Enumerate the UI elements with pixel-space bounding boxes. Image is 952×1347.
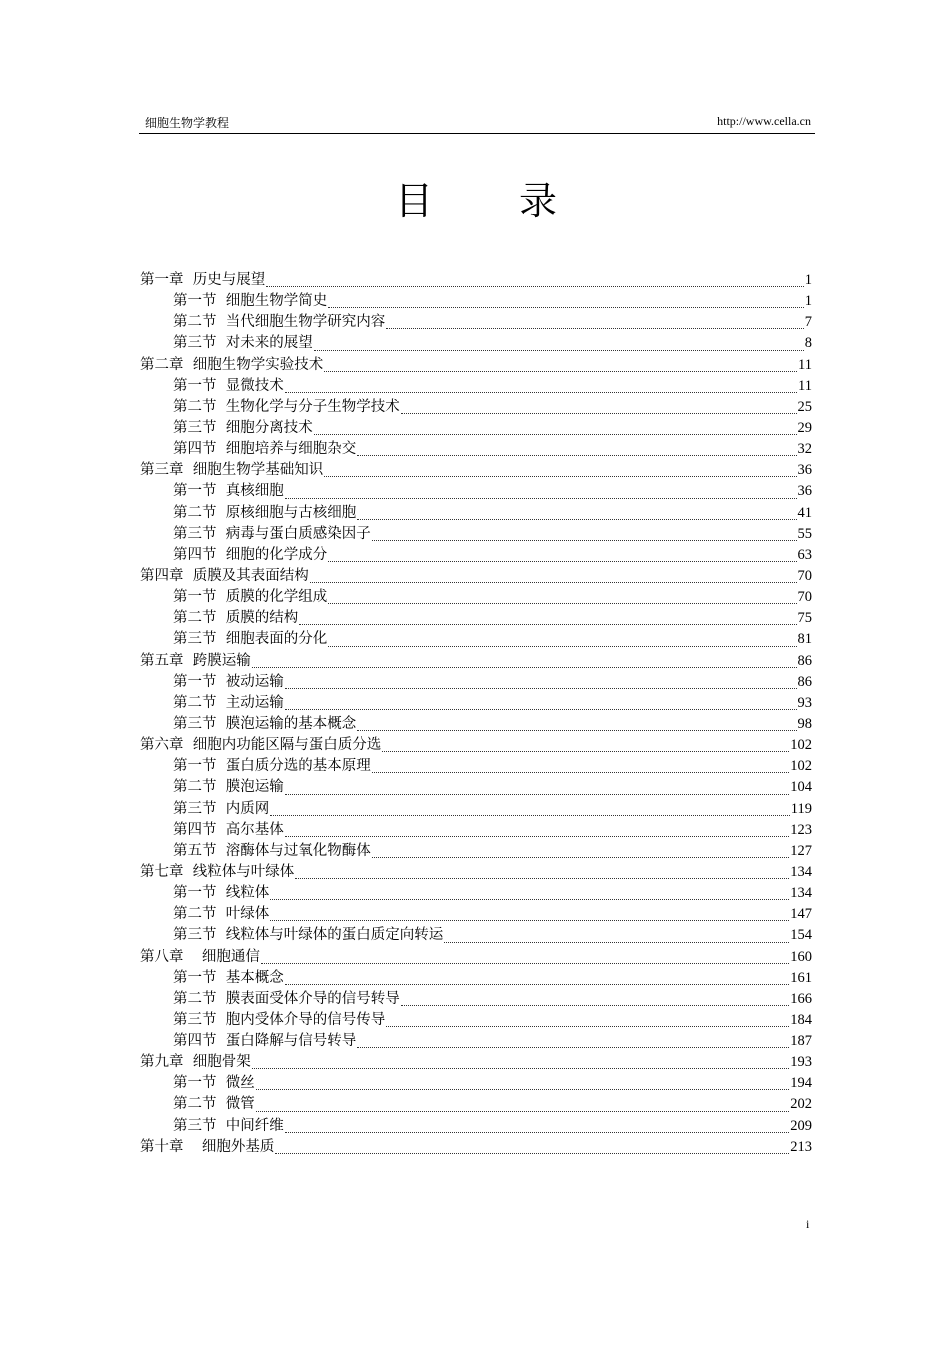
toc-entry-label: 第一节 蛋白质分选的基本原理 — [173, 758, 371, 775]
toc-dot-leader — [285, 687, 797, 689]
toc-dot-leader — [314, 349, 804, 351]
toc-section-entry[interactable] — [140, 925, 812, 946]
toc-dot-leader — [285, 708, 797, 710]
toc-section-entry[interactable] — [140, 1116, 812, 1137]
toc-entry-label: 第二节 膜泡运输 — [173, 779, 284, 796]
page-number: i — [806, 1217, 810, 1231]
toc-entry-label: 第二节 当代细胞生物学研究内容 — [173, 314, 386, 331]
toc-entry-page: 154 — [790, 927, 812, 944]
toc-entry-label: 第三节 病毒与蛋白质感染因子 — [173, 525, 371, 542]
toc-dot-leader — [299, 623, 796, 625]
toc-chapter-entry[interactable] — [140, 651, 812, 672]
toc-chapter-entry[interactable] — [140, 460, 812, 481]
toc-entry-label: 第一节 细胞生物学简史 — [173, 293, 328, 310]
toc-dot-leader — [357, 729, 796, 731]
toc-entry-label: 第五章 跨膜运输 — [140, 652, 251, 669]
toc-dot-leader — [261, 962, 789, 964]
toc-entry-label: 第九章 细胞骨架 — [140, 1054, 251, 1071]
toc-dot-leader — [314, 433, 797, 435]
toc-section-entry[interactable] — [140, 799, 812, 820]
toc-section-entry[interactable] — [140, 904, 812, 925]
toc-entry-label: 第三节 细胞分离技术 — [173, 419, 313, 436]
toc-entry-label: 第五节 溶酶体与过氧化物酶体 — [173, 842, 371, 859]
toc-entry-page: 1 — [804, 293, 812, 310]
toc-section-entry[interactable] — [140, 693, 812, 714]
toc-section-entry[interactable] — [140, 989, 812, 1010]
toc-entry-page: 36 — [797, 483, 812, 500]
toc-section-entry[interactable] — [140, 1094, 812, 1115]
toc-chapter-entry[interactable] — [140, 1052, 812, 1073]
toc-entry-page: 36 — [797, 462, 812, 479]
toc-entry-page: 11 — [798, 377, 812, 394]
page-header — [139, 112, 815, 134]
toc-entry-label: 第二节 原核细胞与古核细胞 — [173, 504, 357, 521]
toc-dot-leader — [285, 983, 790, 985]
toc-entry-label: 第一节 质膜的化学组成 — [173, 589, 328, 606]
toc-entry-page: 187 — [790, 1033, 812, 1050]
toc-section-entry[interactable] — [140, 333, 812, 354]
toc-entry-page: 55 — [797, 525, 812, 542]
toc-entry-label: 第三节 中间纤维 — [173, 1117, 284, 1134]
toc-section-entry[interactable] — [140, 291, 812, 312]
toc-entry-page: 213 — [790, 1138, 812, 1155]
toc-section-entry[interactable] — [140, 629, 812, 650]
toc-dot-leader — [382, 750, 789, 752]
toc-section-entry[interactable] — [140, 439, 812, 460]
toc-chapter-entry[interactable] — [140, 355, 812, 376]
toc-entry-page: 161 — [790, 969, 812, 986]
toc-chapter-entry[interactable] — [140, 735, 812, 756]
toc-entry-label: 第一章 历史与展望 — [140, 272, 266, 288]
toc-chapter-entry[interactable] — [140, 270, 812, 291]
toc-dot-leader — [328, 306, 804, 308]
toc-entry-page: 81 — [797, 631, 812, 648]
toc-dot-leader — [401, 412, 797, 414]
toc-entry-page: 104 — [790, 779, 812, 796]
table-of-contents — [140, 270, 812, 1158]
toc-section-entry[interactable] — [140, 968, 812, 989]
toc-entry-label: 第三节 胞内受体介导的信号传导 — [173, 1011, 386, 1028]
toc-entry-label: 第四章 质膜及其表面结构 — [140, 567, 309, 584]
toc-dot-leader — [270, 919, 789, 921]
toc-entry-label: 第一节 真核细胞 — [173, 483, 284, 500]
toc-dot-leader — [386, 327, 804, 329]
toc-chapter-entry[interactable] — [140, 1137, 812, 1158]
toc-section-entry[interactable] — [140, 1073, 812, 1094]
toc-entry-label: 第三节 内质网 — [173, 800, 270, 817]
toc-entry-page: 86 — [797, 652, 812, 669]
website-url[interactable]: http://www.cella.cn — [717, 114, 811, 128]
toc-entry-label: 第三节 膜泡运输的基本概念 — [173, 715, 357, 732]
toc-dot-leader — [285, 497, 797, 499]
toc-section-entry[interactable] — [140, 714, 812, 735]
toc-entry-page: 134 — [790, 863, 812, 880]
toc-entry-label: 第十章 细胞外基质 — [140, 1138, 275, 1155]
toc-dot-leader — [328, 645, 796, 647]
toc-entry-page: 202 — [790, 1096, 812, 1113]
toc-dot-leader — [372, 771, 790, 773]
toc-entry-label: 第三节 对未来的展望 — [173, 335, 313, 352]
toc-dot-leader — [256, 1110, 790, 1112]
toc-dot-leader — [256, 1088, 790, 1090]
toc-entry-page: 166 — [790, 990, 812, 1007]
toc-entry-label: 第二章 细胞生物学实验技术 — [140, 356, 324, 373]
toc-entry-label: 第七章 线粒体与叶绿体 — [140, 863, 295, 880]
toc-chapter-entry[interactable] — [140, 566, 812, 587]
toc-section-entry[interactable] — [140, 841, 812, 862]
toc-entry-label: 第二节 主动运输 — [173, 694, 284, 711]
toc-section-entry[interactable] — [140, 672, 812, 693]
toc-dot-leader — [357, 1046, 789, 1048]
toc-entry-label: 第四节 细胞的化学成分 — [173, 546, 328, 563]
toc-section-entry[interactable] — [140, 608, 812, 629]
toc-dot-leader — [275, 1152, 789, 1154]
toc-entry-page: 134 — [790, 885, 812, 902]
toc-entry-page: 8 — [804, 335, 812, 352]
title-char-2: 录 — [519, 179, 558, 223]
toc-dot-leader — [372, 539, 797, 541]
toc-dot-leader — [285, 1131, 790, 1133]
toc-entry-label: 第三节 细胞表面的分化 — [173, 631, 328, 648]
toc-entry-page: 160 — [790, 948, 812, 965]
toc-entry-page: 41 — [797, 504, 812, 521]
toc-entry-page: 32 — [797, 441, 812, 458]
book-title: 细胞生物学教程 — [145, 116, 230, 130]
toc-dot-leader — [372, 856, 790, 858]
toc-entry-label: 第一节 显微技术 — [173, 377, 284, 394]
toc-entry-label: 第三章 细胞生物学基础知识 — [140, 462, 324, 479]
page-title — [0, 170, 952, 225]
toc-section-entry[interactable] — [140, 883, 812, 904]
toc-section-entry[interactable] — [140, 545, 812, 566]
toc-chapter-entry[interactable] — [140, 862, 812, 883]
toc-entry-label: 第八章 细胞通信 — [140, 948, 260, 965]
toc-dot-leader — [401, 1004, 790, 1006]
toc-entry-label: 第三节 线粒体与叶绿体的蛋白质定向转运 — [173, 927, 444, 944]
toc-entry-page: 1 — [804, 272, 812, 288]
toc-entry-label: 第二节 微管 — [173, 1096, 255, 1113]
toc-entry-page: 102 — [790, 737, 812, 754]
toc-entry-page: 119 — [790, 800, 812, 817]
toc-section-entry[interactable] — [140, 503, 812, 524]
toc-dot-leader — [270, 814, 790, 816]
toc-dot-leader — [252, 666, 797, 668]
toc-dot-leader — [285, 835, 790, 837]
toc-entry-label: 第一节 基本概念 — [173, 969, 284, 986]
toc-dot-leader — [386, 1025, 789, 1027]
toc-entry-page: 86 — [797, 673, 812, 690]
toc-entry-page: 193 — [790, 1054, 812, 1071]
toc-entry-label: 第一节 微丝 — [173, 1075, 255, 1092]
toc-dot-leader — [295, 877, 789, 879]
toc-entry-label: 第四节 细胞培养与细胞杂交 — [173, 441, 357, 458]
toc-dot-leader — [270, 898, 789, 900]
toc-entry-page: 194 — [790, 1075, 812, 1092]
toc-section-entry[interactable] — [140, 777, 812, 798]
toc-section-entry[interactable] — [140, 587, 812, 608]
toc-entry-label: 第二节 生物化学与分子生物学技术 — [173, 398, 400, 415]
toc-section-entry[interactable] — [140, 1010, 812, 1031]
toc-section-entry[interactable] — [140, 397, 812, 418]
toc-entry-page: 75 — [797, 610, 812, 627]
toc-dot-leader — [357, 518, 796, 520]
toc-entry-page: 7 — [804, 314, 812, 331]
toc-entry-page: 98 — [797, 715, 812, 732]
toc-entry-label: 第二节 叶绿体 — [173, 906, 270, 923]
toc-entry-page: 127 — [790, 842, 812, 859]
toc-entry-page: 209 — [790, 1117, 812, 1134]
toc-entry-page: 147 — [790, 906, 812, 923]
toc-section-entry[interactable] — [140, 524, 812, 545]
toc-dot-leader — [328, 560, 796, 562]
toc-entry-page: 25 — [797, 398, 812, 415]
toc-dot-leader — [285, 793, 790, 795]
toc-dot-leader — [285, 391, 797, 393]
toc-section-entry[interactable] — [140, 1031, 812, 1052]
toc-entry-label: 第四节 高尔基体 — [173, 821, 284, 838]
toc-entry-page: 70 — [797, 589, 812, 606]
toc-entry-label: 第四节 蛋白降解与信号转导 — [173, 1033, 357, 1050]
toc-entry-page: 184 — [790, 1011, 812, 1028]
toc-dot-leader — [266, 285, 804, 287]
title-char-1: 目 — [394, 179, 433, 223]
toc-entry-page: 63 — [797, 546, 812, 563]
toc-entry-label: 第二节 膜表面受体介导的信号转导 — [173, 990, 400, 1007]
toc-dot-leader — [357, 454, 796, 456]
toc-section-entry[interactable] — [140, 820, 812, 841]
toc-entry-page: 70 — [797, 567, 812, 584]
toc-entry-label: 第一节 线粒体 — [173, 885, 270, 902]
toc-dot-leader — [310, 581, 797, 583]
toc-entry-label: 第六章 细胞内功能区隔与蛋白质分选 — [140, 737, 382, 754]
toc-entry-page: 11 — [798, 356, 812, 373]
toc-dot-leader — [324, 475, 796, 477]
toc-section-entry[interactable] — [140, 481, 812, 502]
toc-chapter-entry[interactable] — [140, 947, 812, 968]
toc-entry-label: 第一节 被动运输 — [173, 673, 284, 690]
toc-section-entry[interactable] — [140, 756, 812, 777]
toc-entry-page: 29 — [797, 419, 812, 436]
toc-dot-leader — [328, 602, 796, 604]
toc-dot-leader — [252, 1067, 790, 1069]
toc-entry-page: 93 — [797, 694, 812, 711]
toc-section-entry[interactable] — [140, 418, 812, 439]
toc-dot-leader — [444, 941, 789, 943]
toc-section-entry[interactable] — [140, 312, 812, 333]
toc-section-entry[interactable] — [140, 376, 812, 397]
toc-entry-label: 第二节 质膜的结构 — [173, 610, 299, 627]
toc-dot-leader — [324, 370, 797, 372]
toc-entry-page: 123 — [790, 821, 812, 838]
toc-entry-page: 102 — [790, 758, 812, 775]
